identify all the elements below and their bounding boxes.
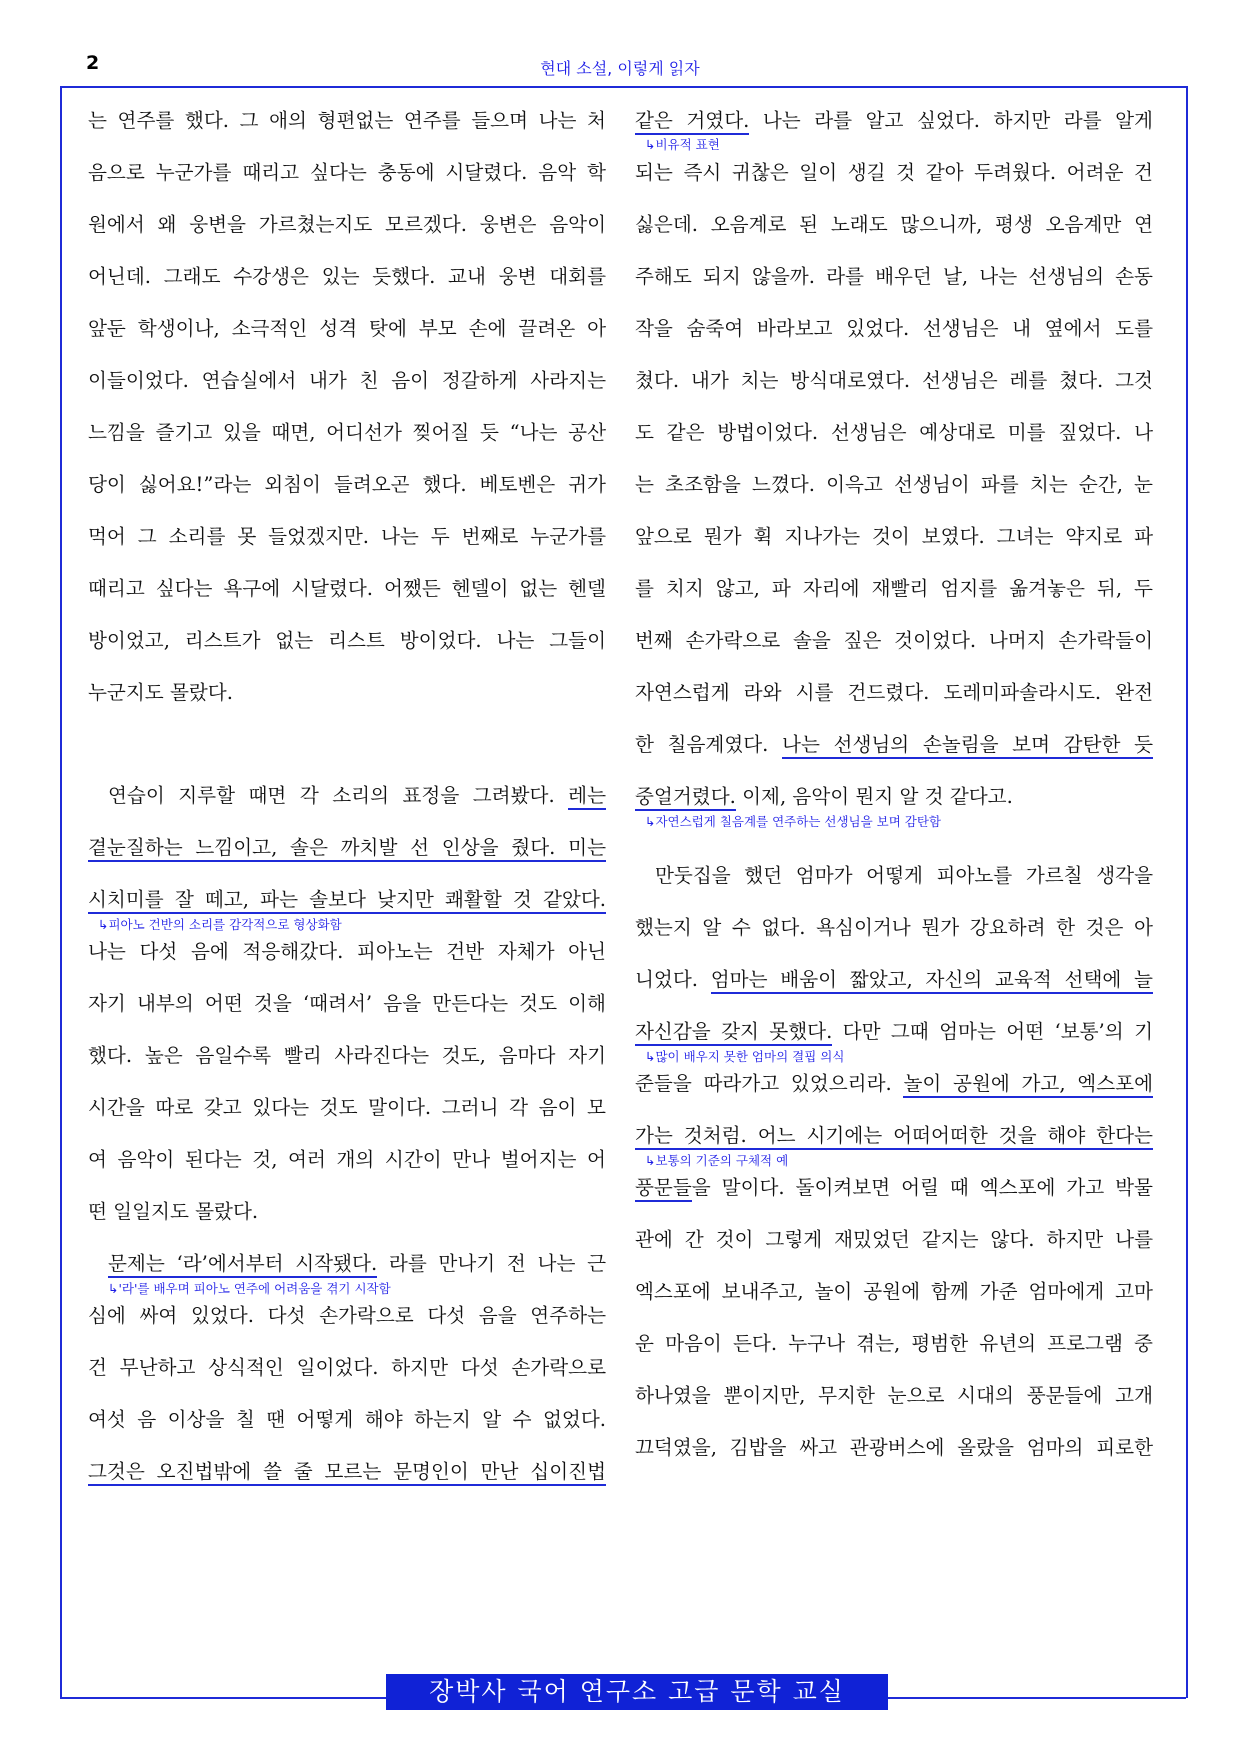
body-line: 나는 다섯 음에 적응해갔다. 피아노는 건반 자체가 아닌 [88, 940, 606, 963]
body-line [635, 1121, 1153, 1151]
body-line: 되는 즉시 귀찮은 일이 생길 것 같아 두려웠다. 어려운 건 [635, 161, 1153, 184]
body-line [635, 730, 1153, 760]
underlined-text: 문제는 ‘라’에서부터 시작됐다. [108, 1252, 377, 1278]
body-line [88, 833, 606, 863]
body-line: 도 같은 방법이었다. 선생님은 예상대로 미를 짚었다. 나 [635, 421, 1153, 444]
body-line: 때리고 싶다는 욕구에 시달렸다. 어쨌든 헨델이 없는 헨델 [88, 577, 606, 600]
underlined-text: 놀이 공원에 가고, 엑스포에 [903, 1072, 1153, 1098]
body-line [635, 1017, 1153, 1047]
body-line: 하나였을 뿐이지만, 무지한 눈으로 시대의 풍문들에 고개 [635, 1384, 1153, 1407]
body-line: 만둣집을 했던 엄마가 어떻게 피아노를 가르칠 생각을 [655, 864, 1153, 887]
underlined-text: 같은 거였다. [635, 109, 749, 135]
body-line: 여 음악이 된다는 것, 여러 개의 시간이 만나 벌어지는 어 [88, 1148, 606, 1171]
underlined-text: 곁눈질하는 느낌이고, 솔은 까치발 선 인상을 줬다. 미는 [88, 836, 606, 862]
annotation-note: ↳피아노 건반의 소리를 감각적으로 형상화함 [98, 917, 342, 932]
plain-text: 라를 만나기 전 나는 근 [377, 1252, 606, 1275]
body-line [635, 1173, 1153, 1203]
body-line: 건 무난하고 상식적인 일이었다. 하지만 다섯 손가락으로 [88, 1356, 606, 1379]
body-line: 끄덕였을, 김밥을 싸고 관광버스에 올랐을 엄마의 피로한 [635, 1436, 1153, 1459]
plain-text: 연습이 지루할 때면 각 소리의 표정을 그려봤다. [108, 784, 569, 807]
underlined-text: 그것은 오진법밖에 쓸 줄 모르는 문명인이 만난 십이진법 [88, 1460, 606, 1486]
body-line: 했는지 알 수 없다. 욕심이거나 뭔가 강요하려 한 것은 아 [635, 916, 1153, 939]
body-line: 는 연주를 했다. 그 애의 형편없는 연주를 들으며 나는 처 [88, 109, 606, 132]
body-line: 당이 싫어요!”라는 외침이 들려오곤 했다. 베토벤은 귀가 [88, 473, 606, 496]
body-line: 자기 내부의 어떤 것을 ‘때려서’ 음을 만든다는 것도 이해 [88, 992, 606, 1015]
underlined-text: 레는 [568, 784, 606, 810]
body-line [88, 885, 606, 915]
underlined-text: 시치미를 잘 떼고, 파는 솔보다 낮지만 쾌활할 것 같았다. [88, 888, 606, 914]
body-line: 앞으로 뭔가 휙 지나가는 것이 보였다. 그녀는 약지로 파 [635, 525, 1153, 548]
underlined-text: 자신감을 갖지 못했다. [635, 1020, 832, 1046]
body-line: 주해도 되지 않을까. 라를 배우던 날, 나는 선생님의 손동 [635, 265, 1153, 288]
plain-text: 을 말이다. 돌이켜보면 어릴 때 엑스포에 가고 박물 [691, 1176, 1153, 1199]
body-line: 작을 숨죽여 바라보고 있었다. 선생님은 내 옆에서 도를 [635, 317, 1153, 340]
body-line: 방이었고, 리스트가 없는 리스트 방이었다. 나는 그들이 [88, 629, 606, 652]
body-line: 여섯 음 이상을 칠 땐 어떻게 해야 하는지 알 수 없었다. [88, 1408, 606, 1431]
body-line: 관에 간 것이 그렇게 재밌었던 같지는 않다. 하지만 나를 [635, 1228, 1153, 1251]
plain-text: 이제, 음악이 뭔지 알 것 같다고. [735, 785, 1013, 808]
body-line: 음으로 누군가를 때리고 싶다는 충동에 시달렸다. 음악 학 [88, 161, 606, 184]
body-line [635, 106, 1153, 136]
underlined-text: 가는 것처럼. 어느 시기에는 어떠어떠한 것을 해야 한다는 [635, 1124, 1153, 1150]
underlined-text: 풍문들 [635, 1176, 692, 1202]
body-line: 했다. 높은 음일수록 빨리 사라진다는 것도, 음마다 자기 [88, 1044, 606, 1067]
body-line: 느낌을 즐기고 있을 때면, 어디선가 찢어질 듯 “나는 공산 [88, 421, 606, 444]
plain-text: 한 칠음계였다. [635, 733, 783, 756]
body-line: 시간을 따로 갖고 있다는 것도 말이다. 그러니 각 음이 모 [88, 1096, 606, 1119]
running-header: 현대 소설, 이렇게 읽자 [540, 59, 700, 78]
frame-bottom-left [60, 1697, 386, 1699]
body-line [88, 1249, 606, 1279]
plain-text: 나는 라를 알고 싶었다. 하지만 라를 알게 [749, 109, 1153, 132]
plain-text: 다만 그때 엄마는 어떤 ‘보통’의 기 [832, 1020, 1153, 1043]
annotation-note: ↳비유적 표현 [645, 137, 720, 152]
body-line: 엑스포에 보내주고, 놀이 공원에 함께 가준 엄마에게 고마 [635, 1280, 1153, 1303]
body-line: 싫은데. 오음계로 된 노래도 많으니까, 평생 오음계만 연 [635, 213, 1153, 236]
body-line: 번째 손가락으로 솔을 짚은 것이었다. 나머지 손가락들이 [635, 629, 1153, 652]
body-line: 어닌데. 그래도 수강생은 있는 듯했다. 교내 웅변 대회를 [88, 265, 606, 288]
plain-text: 니었다. [635, 968, 711, 991]
body-line [88, 1457, 606, 1487]
plain-text: 준들을 따라가고 있었으리라. [635, 1072, 904, 1095]
body-line: 자연스럽게 라와 시를 건드렸다. 도레미파솔라시도. 완전 [635, 681, 1153, 704]
body-line [635, 965, 1153, 995]
body-line: 이들이었다. 연습실에서 내가 친 음이 정갈하게 사라지는 [88, 369, 606, 392]
body-line: 원에서 왜 웅변을 가르쳤는지도 모르겠다. 웅변은 음악이 [88, 213, 606, 236]
page-number: 2 [86, 52, 100, 74]
annotation-note: ↳자연스럽게 칠음계를 연주하는 선생님을 보며 감탄함 [645, 814, 941, 829]
footer-banner: 장박사 국어 연구소 고급 문학 교실 [386, 1674, 888, 1710]
annotation-note: ↳많이 배우지 못한 엄마의 결핍 의식 [645, 1049, 845, 1064]
body-line: 먹어 그 소리를 못 들었겠지만. 나는 두 번째로 누군가를 [88, 525, 606, 548]
body-line [635, 782, 1153, 812]
body-line: 를 치지 않고, 파 자리에 재빨리 엄지를 옮겨놓은 뒤, 두 [635, 577, 1153, 600]
annotation-note: ↳보통의 기준의 구체적 예 [645, 1153, 789, 1168]
body-line [88, 781, 606, 811]
frame-bottom-right [888, 1697, 1186, 1699]
body-line: 쳤다. 내가 치는 방식대로였다. 선생님은 레를 쳤다. 그것 [635, 369, 1153, 392]
body-line [635, 1069, 1153, 1099]
underlined-text: 중얼거렸다. [635, 785, 736, 811]
body-line: 누군지도 몰랐다. [88, 681, 233, 704]
underlined-text: 엄마는 배움이 짧았고, 자신의 교육적 선택에 늘 [711, 968, 1153, 994]
body-line: 떤 일일지도 몰랐다. [88, 1200, 259, 1223]
body-line: 운 마음이 든다. 누구나 겪는, 평범한 유년의 프로그램 중 [635, 1332, 1153, 1355]
body-line: 는 초조함을 느꼈다. 이윽고 선생님이 파를 치는 순간, 눈 [635, 473, 1153, 496]
underlined-text: 나는 선생님의 손놀림을 보며 감탄한 듯 [782, 733, 1153, 759]
body-line: 심에 싸여 있었다. 다섯 손가락으로 다섯 음을 연주하는 [88, 1304, 606, 1327]
body-line: 앞둔 학생이나, 소극적인 성격 탓에 부모 손에 끌려온 아 [88, 317, 606, 340]
annotation-note: ↳'라'를 배우며 피아노 연주에 어려움을 겪기 시작함 [108, 1281, 391, 1296]
